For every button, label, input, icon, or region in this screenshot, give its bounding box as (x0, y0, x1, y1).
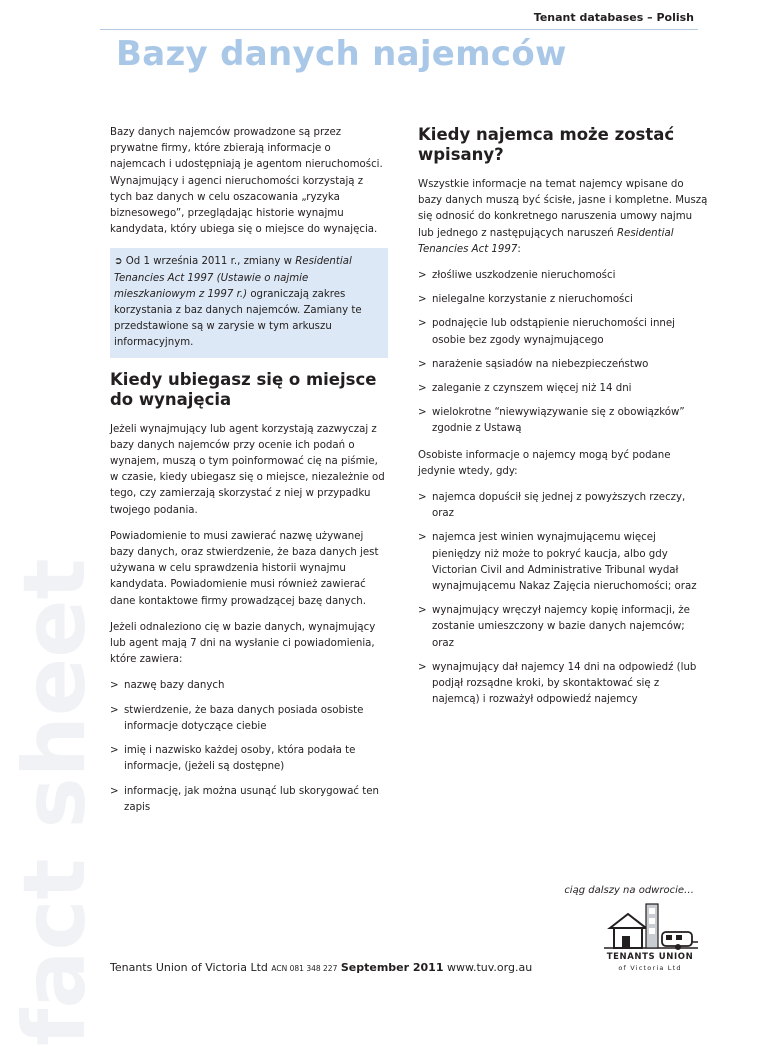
list-item: > stwierdzenie, że baza danych posiada osobiste informacje dotyczące ciebie (110, 704, 364, 732)
arrow-icon: ➲ (114, 256, 123, 268)
bullet-marker: > (110, 680, 119, 692)
logo-line-2: of Victoria Ltd (618, 964, 682, 972)
conditions-list (418, 490, 708, 708)
list-item: > zaleganie z czynszem więcej niż 14 dni (418, 381, 708, 397)
list-item: > najemca jest winien wynajmującemu więcej pieniędzy niż może to pokryć kaucja, albo gdy Victorian Civil and Administrative Tribunal wydał wynajmującemu Nakaz Zajęcia nieruchomości; oraz (418, 532, 697, 593)
list-item: > imię i nazwisko każdej osoby, która podała te informacje, (jeżeli są dostępne) (110, 745, 356, 773)
continued-overleaf: ciąg dalszy na odwrocie… (564, 885, 694, 896)
list-item: > najemca dopuścił się jednej z powyższych rzeczy, oraz (418, 492, 686, 520)
note-text-2: ograniczają zakres korzystania z baz danych najemców. Zamiany te przedstawione są w zarysie w tym arkuszu informacyjnym. (114, 288, 362, 349)
section-heading-listing: Kiedy najemca może zostać wpisany? (418, 125, 675, 164)
applying-paragraph-2: Powiadomienie to musi zawierać nazwę używanej bazy danych, oraz stwierdzenie, że baza danych jest używana w celu sprawdzenia historii wynajmu kandydata. Powiadomienie musi również zawierać dane kontaktowe firmy prowadzącej bazę danych. (110, 530, 379, 607)
breach-list (418, 268, 708, 438)
footer-date: September 2011 (340, 961, 444, 974)
list-item: > nielegalne korzystanie z nieruchomości (418, 292, 708, 308)
right-column (418, 125, 708, 718)
section-heading-applying: Kiedy ubiegasz się o miejsce do wynajęcia (110, 369, 377, 409)
note-act-title: Residential Tenancies Act 1997 (Ustawie o najmie mieszkaniowym z 1997 r.) (114, 256, 352, 300)
logo-house-icon (590, 898, 710, 952)
listing-paragraph-1: Wszystkie informacje na temat najemcy wpisane do bazy danych muszą być ścisłe, jasne i kompletne. Muszą się odnosić do konkretnego naruszenia umowy najmu lub jednego z następujących naruszeń Residential Tenancies Act 1997: (418, 179, 708, 255)
left-column (110, 125, 388, 826)
list-item: > podnajęcie lub odstąpienie nieruchomości innej osobie bez zgody wynajmującego (418, 318, 675, 346)
list-item: > wielokrotne “niewywiązywanie się z obowiązków” zgodnie z Ustawą (418, 407, 685, 435)
bullet-marker: > (418, 383, 427, 395)
bullet-marker: > (418, 661, 427, 673)
footer-org: Tenants Union of Victoria Ltd (110, 961, 268, 974)
header-rule (100, 29, 698, 30)
bullet-marker: > (418, 605, 427, 617)
note-text-1: Od 1 września 2011 r., zmiany w (122, 256, 296, 268)
act-title: Residential Tenancies Act 1997 (418, 227, 674, 255)
applying-paragraph-3: Jeżeli odnaleziono cię w bazie danych, wynajmujący lub agent mają 7 dni na wysłanie ci powiadomienia, które zawiera: (110, 621, 376, 666)
document-tag: Tenant databases – Polish (533, 11, 694, 24)
footer (110, 961, 532, 974)
logo-line-1: TENANTS UNION (606, 952, 694, 962)
bullet-marker: > (418, 294, 427, 306)
notice-contents-list (110, 678, 388, 815)
bullet-marker: > (418, 270, 427, 282)
bullet-marker: > (418, 407, 427, 419)
list-item: > złośliwe uszkodzenie nieruchomości (418, 268, 708, 284)
list-item: > wynajmujący dał najemcy 14 dni na odpowiedź (lub podjął rozsądne kroki, by skontaktować się z najemcą) i rozważył odpowiedź najemcy (418, 661, 697, 706)
bullet-marker: > (418, 358, 427, 370)
bullet-marker: > (110, 785, 119, 797)
fact-sheet-watermark: fact sheet (5, 558, 105, 1046)
list-item: > informację, jak można usunąć lub skorygować ten zapis (110, 785, 379, 813)
list-item: > narażenie sąsiadów na niebezpieczeństwo (418, 357, 708, 373)
applying-paragraph-1: Jeżeli wynajmujący lub agent korzystają zazwyczaj z bazy danych najemców przy ocenie ich podań o wynajem, muszą o tym poinformować cię na piśmie, w czasie, kiedy ubiegasz się o miejsce, niezależnie od tego, czy zamierzają skorzystać z niej w przypadku twojego podania. (110, 423, 385, 516)
intro-paragraph: Bazy danych najemców prowadzone są przez prywatne firmy, które zbierają informacje o najemcach i udostępniają je agentom nieruchomości. Wynajmujący i agenci nieruchomości korzystają z tych baz danych w celu oszacowania „ryzyka biznesowego”, przeglądając historie wynajmu kandydata, który ubiega się o miejsce do wynajęcia. (110, 127, 383, 236)
listing-paragraph-2: Osobiste informacje o najemcy mogą być podane jedynie wtedy, gdy: (418, 449, 671, 477)
bullet-marker: > (110, 745, 119, 757)
legislation-note (110, 248, 388, 357)
tenants-union-logo (590, 898, 710, 978)
list-item: > wynajmujący wręczył najemcy kopię informacji, że zostanie umieszczony w bazie danych najemców; oraz (418, 605, 690, 649)
bullet-marker: > (110, 704, 119, 716)
bullet-marker: > (418, 492, 427, 504)
bullet-marker: > (418, 532, 427, 544)
footer-acn: ACN 081 348 227 (271, 964, 338, 973)
list-item: > nazwę bazy danych (110, 678, 388, 694)
page-title: Bazy danych najemców (116, 34, 567, 74)
bullet-marker: > (418, 318, 427, 330)
footer-url[interactable]: www.tuv.org.au (447, 961, 533, 974)
